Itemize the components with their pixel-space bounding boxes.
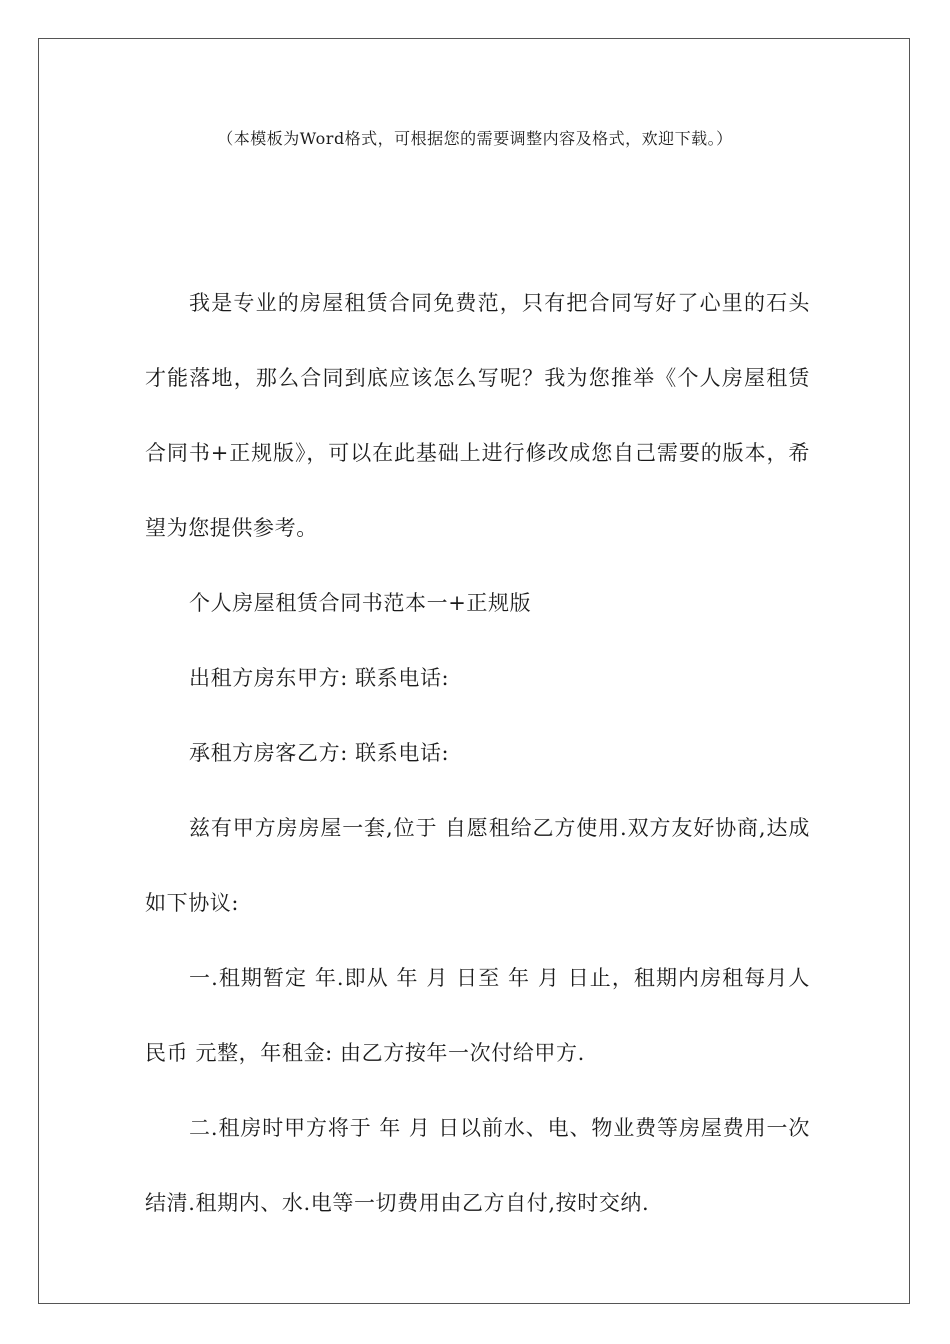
document-body xyxy=(145,266,810,1241)
lessee-line: 承租方房客乙方: 联系电话: xyxy=(189,741,450,765)
template-notice: （本模板为Word格式，可根据您的需要调整内容及格式，欢迎下载。） xyxy=(217,129,733,148)
agreement-intro: 兹有甲方房房屋一套,位于 自愿租给乙方使用.双方友好协商,达成如下协议: xyxy=(145,816,810,915)
clause-2: 二.租房时甲方将于 年 月 日以前水、电、物业费等房屋费用一次结清.租期内、水.电等一切费用由乙方自付,按时交纳. xyxy=(145,1116,810,1215)
intro-paragraph: 我是专业的房屋租赁合同免费范，只有把合同写好了心里的石头才能落地，那么合同到底应该怎么写呢？我为您推举《个人房屋租赁合同书+正规版》，可以在此基础上进行修改成您自己需要的版本，希望为您提供参考。 xyxy=(145,291,810,540)
contract-title: 个人房屋租赁合同书范本一+正规版 xyxy=(189,591,532,615)
lessor-line: 出租方房东甲方: 联系电话: xyxy=(189,666,450,690)
clause-1: 一.租期暂定 年.即从 年 月 日至 年 月 日止，租期内房租每月人民币 元整，年租金: 由乙方按年一次付给甲方. xyxy=(145,966,810,1065)
